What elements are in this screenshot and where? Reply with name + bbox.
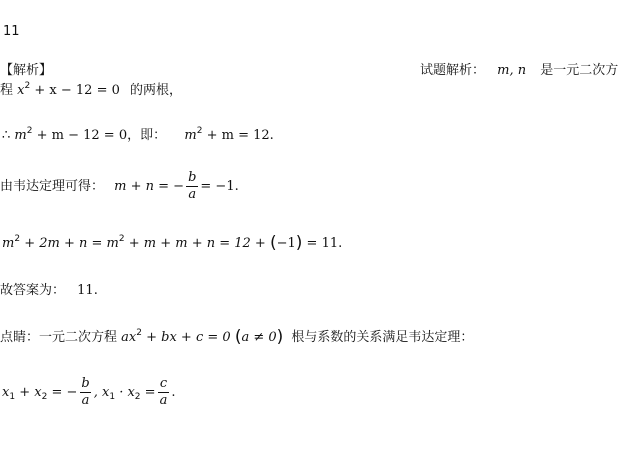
vieta-formula-line: $x_1 + x_2$ = − $\frac{b}{a}$ , $x_1 \cdot x_2$ = $\frac{c}{a}$ . — [2, 376, 176, 408]
vieta-lhs: m + n = − — [114, 179, 185, 194]
formula-eq2: = — [144, 385, 156, 400]
formula-end: . — [171, 385, 176, 400]
right-paren: ) — [295, 233, 303, 253]
analysis-label: 【解析】 — [0, 63, 53, 78]
formula-eq: = − — [51, 385, 78, 400]
tip-tail: 根与系数的关系满足韦达定理： — [291, 330, 474, 345]
exponent: 2 — [136, 328, 142, 338]
trial-tail: 是一元二次方 — [540, 63, 619, 78]
tip-mid: + bx + c = 0 — [146, 330, 231, 345]
exponent: 2 — [24, 81, 31, 91]
right-paren: ) — [276, 327, 284, 347]
line5-inner: −1 — [276, 236, 296, 251]
tip-line — [0, 329, 473, 346]
exponent: 2 — [26, 126, 33, 136]
trial-analysis — [420, 63, 618, 79]
therefore-symbol: ∴ — [2, 128, 11, 143]
line3-mid: ，即： — [127, 128, 167, 143]
trial-label: 试题解析： — [420, 63, 486, 78]
expression-line — [2, 235, 342, 252]
answer-label: 故答案为： — [0, 283, 66, 298]
equation-line-therefore — [2, 128, 274, 144]
vieta-line — [0, 171, 239, 202]
line3-m2: m — [184, 128, 197, 143]
tip-label: 点睛：一元二次方程 — [0, 330, 118, 345]
line2-eq-x: x — [17, 83, 25, 98]
line3-rest: + m − 12 = 0 — [36, 128, 128, 143]
fraction-c-over-a: $\frac{c}{a}$ — [159, 376, 168, 408]
formula-x1: x — [2, 385, 10, 400]
line5-b: + 2m + n = m — [24, 236, 119, 251]
left-paren: ( — [269, 233, 277, 253]
exponent: 2 — [14, 234, 21, 244]
vieta-rhs: = −1. — [200, 179, 239, 194]
left-paren: ( — [234, 327, 242, 347]
exponent: 2 — [196, 126, 203, 136]
line5-m: m — [2, 236, 15, 251]
formula-plus-x2: + x — [19, 385, 42, 400]
vieta-label: 由韦达定理可得： — [0, 179, 105, 194]
line2-eq-rest: + x − 12 = 0 — [34, 83, 120, 98]
line3-rest2: + m = 12. — [206, 128, 274, 143]
line5-result: = 11. — [306, 236, 343, 251]
answer-line — [0, 283, 98, 299]
tip-ax: ax — [121, 330, 137, 345]
answer-value: 11. — [77, 283, 98, 298]
trial-vars: m, n — [497, 63, 527, 78]
line2-lead: 程 — [0, 83, 14, 98]
line2-tail: 的两根， — [130, 83, 183, 98]
line3-m: m — [14, 128, 27, 143]
equation-line-roots — [0, 83, 182, 99]
fraction-b-over-a: $\frac{b}{a}$ — [81, 376, 90, 408]
formula-dot-x2: · x — [119, 385, 135, 400]
fraction-b-over-a: $\frac{b}{a}$ — [188, 170, 197, 202]
tip-cond: a ≠ 0 — [241, 330, 277, 345]
exponent: 2 — [118, 234, 125, 244]
formula-comma-x1: , x — [93, 385, 110, 400]
problem-number: 11 — [3, 24, 20, 39]
line5-c: + m + m + n = 12 + — [128, 236, 266, 251]
